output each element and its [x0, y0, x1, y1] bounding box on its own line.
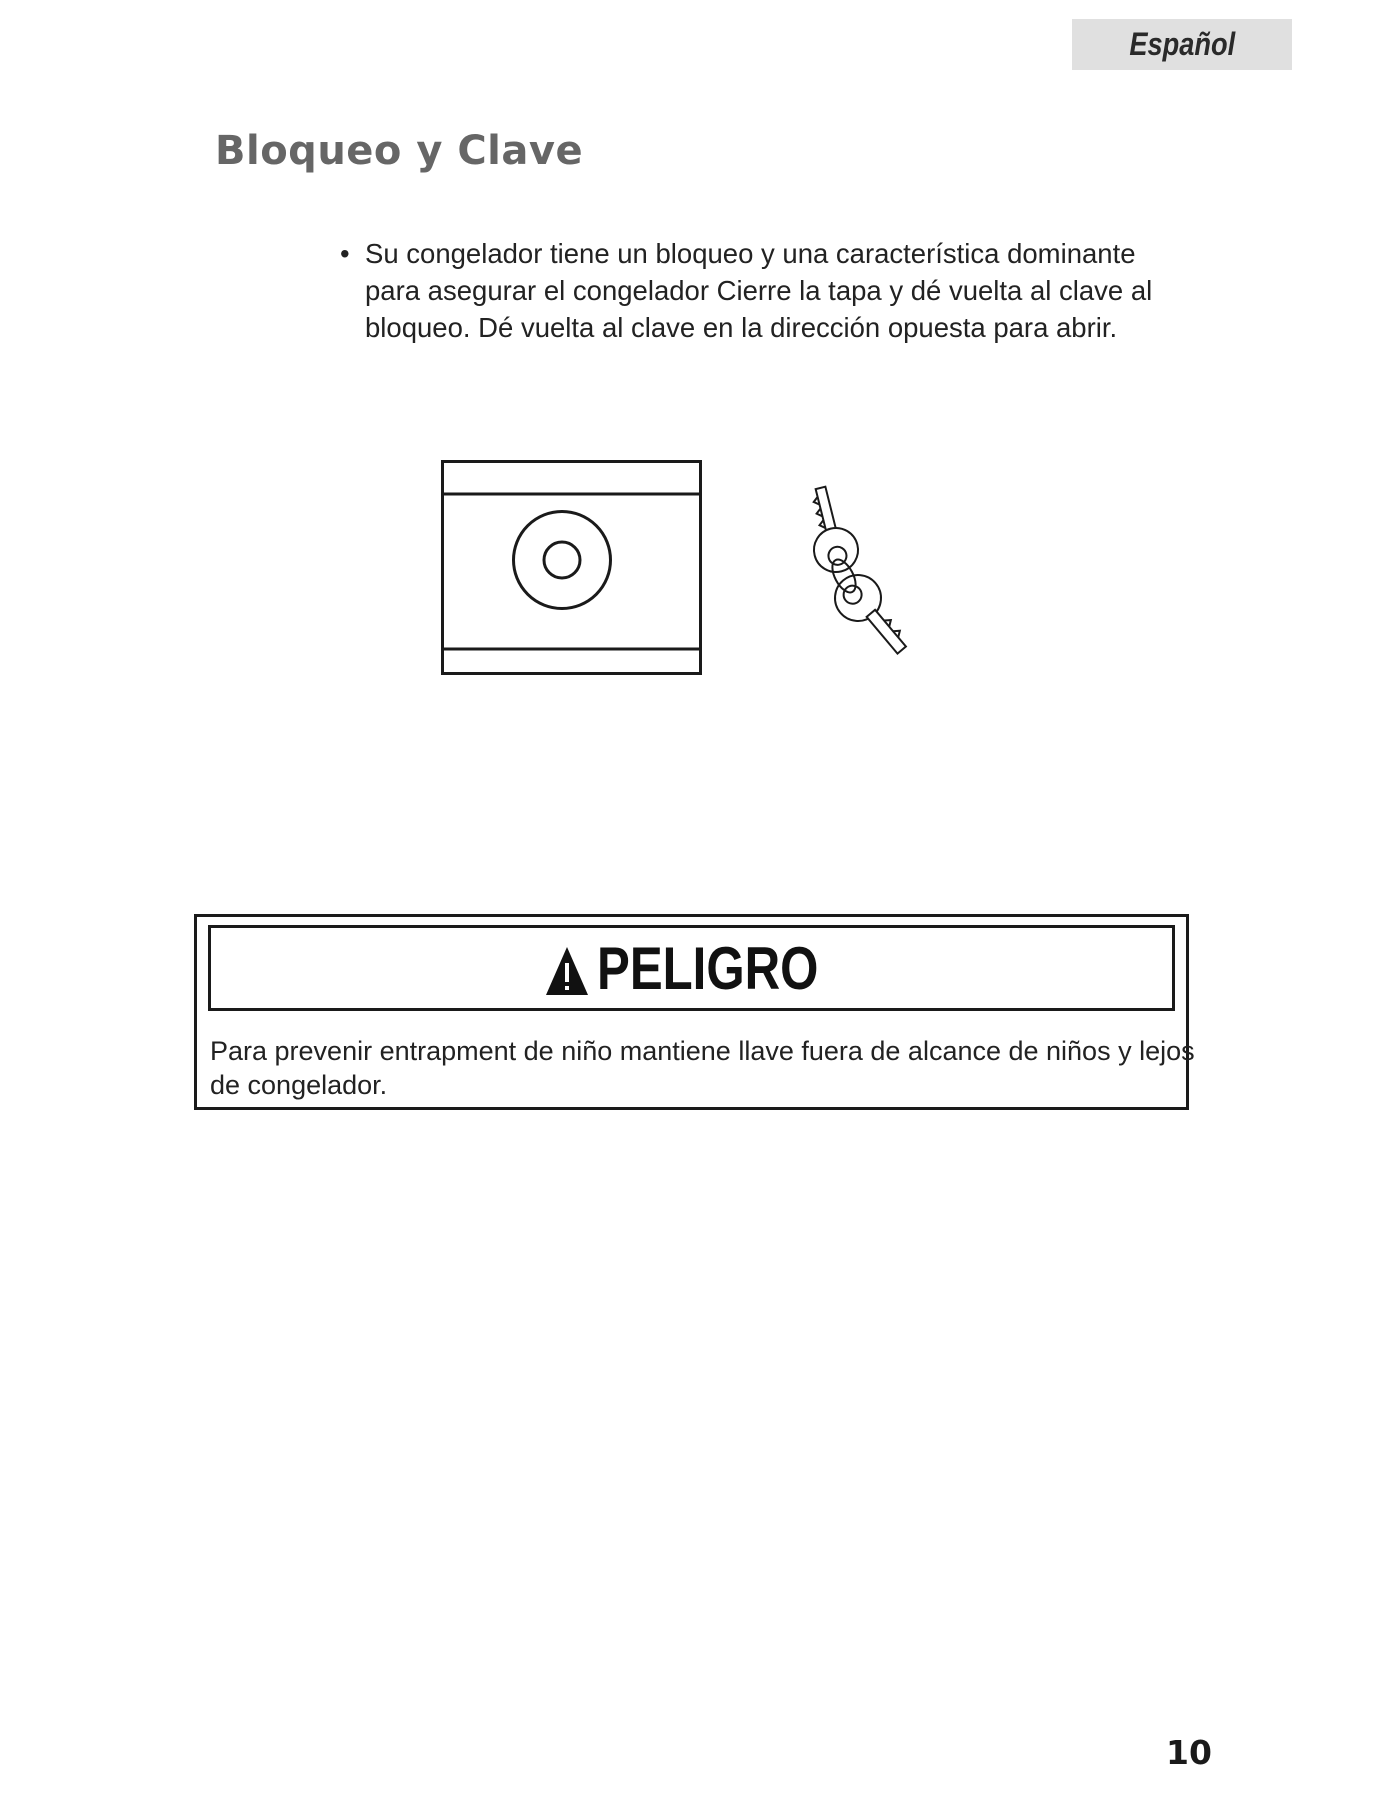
keys-icon	[800, 480, 920, 660]
instruction-bullet	[340, 235, 1180, 346]
bullet-dot: •	[340, 238, 350, 269]
section-title: Bloqueo y Clave	[215, 128, 584, 174]
language-tab	[1072, 19, 1292, 70]
warning-triangle-icon	[545, 946, 589, 996]
danger-warning-box	[194, 914, 1195, 1110]
lock-illustration	[441, 460, 703, 681]
page-number: 10	[1166, 1733, 1212, 1772]
lock-plate-icon	[441, 460, 703, 676]
danger-message: Para prevenir entrapment de niño mantiene llave fuera de alcance de niños y lejos de congelador.	[210, 1036, 1195, 1100]
danger-header	[208, 925, 1175, 1011]
keys-illustration	[800, 480, 920, 665]
language-label: Español	[1129, 26, 1235, 62]
instruction-text: Su congelador tiene un bloqueo y una característica dominante para asegurar el congelador Cierre la tapa y dé vuelta al clave al bloqueo. Dé vuelta al clave en la dirección opuesta para abrir.	[365, 238, 1153, 343]
danger-heading: PELIGRO	[597, 934, 819, 1002]
